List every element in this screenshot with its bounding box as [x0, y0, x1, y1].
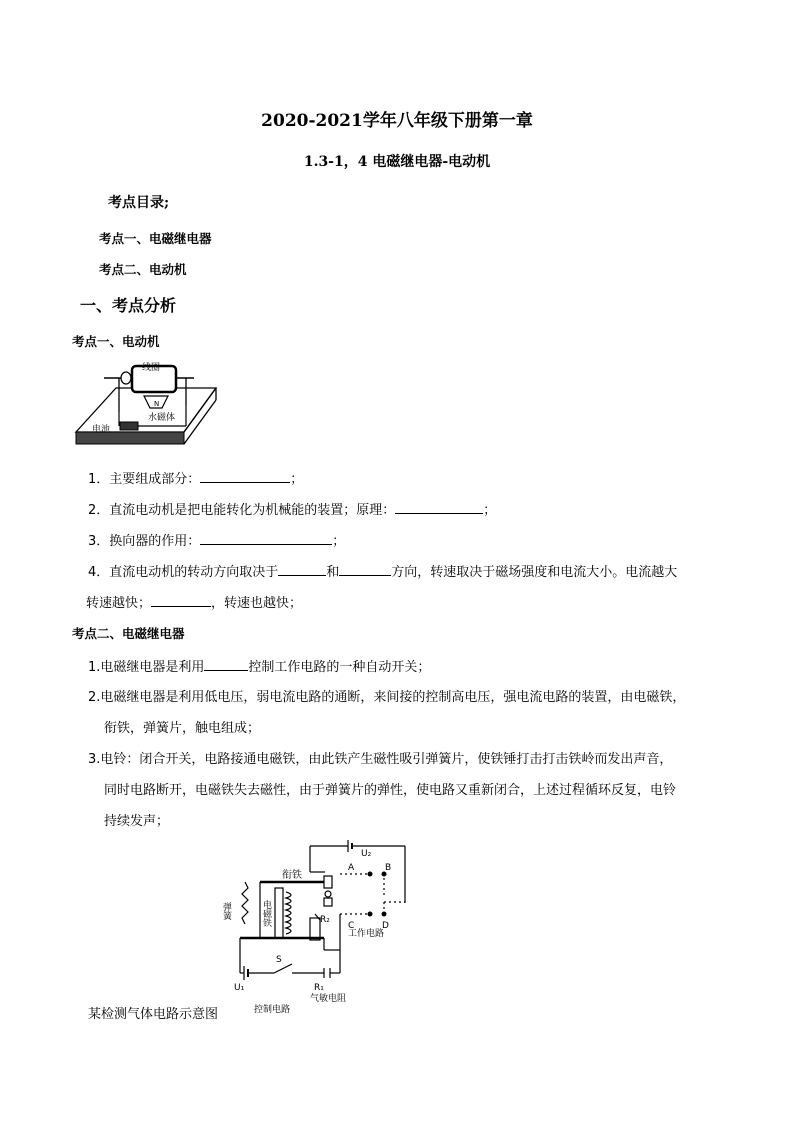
- contact-a: [368, 872, 373, 877]
- kp2-heading: 考点二、电磁继电器: [72, 626, 185, 641]
- contact-d: [382, 912, 387, 917]
- motor-label-coil: 线圈: [142, 363, 161, 373]
- label-r2: R₂: [320, 915, 330, 925]
- label-a: A: [348, 863, 355, 873]
- motor-battery: [120, 422, 138, 430]
- kp1-item-4-line2: 转速越快； ，转速也越快；: [86, 592, 302, 611]
- kp2-item-2-line2: 衔铁，弹簧片，触电组成；: [104, 721, 261, 736]
- kp1-heading: 考点一、电动机: [72, 334, 160, 349]
- motor-figure: [74, 358, 224, 448]
- label-gas-sensor: 气敏电阻: [310, 994, 347, 1004]
- motor-label-battery: 电池: [92, 425, 111, 435]
- label-switch: S: [276, 955, 282, 965]
- fill-blank[interactable]: [278, 561, 326, 576]
- label-u2: U₂: [361, 849, 372, 859]
- svg-text:N: N: [154, 400, 160, 408]
- label-d: D: [382, 921, 389, 931]
- fill-blank[interactable]: [151, 592, 211, 607]
- label-c: C: [348, 921, 355, 931]
- toc-item-2: 考点二、电动机: [99, 262, 187, 277]
- figure-caption: 某检测气体电路示意图: [88, 1007, 219, 1022]
- fill-blank[interactable]: [339, 561, 391, 576]
- contact-c: [368, 912, 373, 917]
- fill-blank[interactable]: [200, 468, 290, 483]
- relay-circuit-figure: [220, 838, 420, 1018]
- motor-label-magnet: 水磁体: [148, 413, 176, 423]
- label-work-circuit: 工作电路: [348, 929, 385, 939]
- fill-blank[interactable]: [204, 656, 248, 671]
- document-title: 2020-2021学年八年级下册第一章: [261, 111, 533, 131]
- label-control-circuit: 控制电路: [254, 1005, 291, 1015]
- label-armature: 衔铁: [282, 870, 302, 881]
- toc-item-1: 考点一、电磁继电器: [99, 231, 212, 246]
- kp2-item-2-line1: 2.电磁继电器是利用低电压，弱电流电路的通断，来间接的控制高电压，强电流电路的装置，由电磁铁，: [88, 690, 686, 705]
- label-r1: R₁: [314, 983, 324, 993]
- toc-heading: 考点目录;: [108, 195, 170, 211]
- fill-blank[interactable]: [395, 499, 483, 514]
- label-electromagnet: 电磁铁: [261, 900, 271, 927]
- kp2-item-1: 1.电磁继电器是利用 控制工作电路的一种自动开关；: [88, 656, 430, 675]
- label-b: B: [385, 863, 392, 873]
- kp1-item-3: 3．换向器的作用： ；: [88, 530, 345, 549]
- document-subtitle: 1.3-1，4 电磁继电器-电动机: [303, 154, 491, 170]
- fill-blank[interactable]: [200, 530, 332, 545]
- kp2-item-3-line1: 3.电铃：闭合开关，电路接通电磁铁，由此铁产生磁性吸引弹簧片，使铁锤打击打击铁岭而发出声音，: [88, 752, 673, 767]
- kp1-item-4-line1: 4．直流电动机的转动方向取决于 和 方向，转速取决于磁场强度和电流大小。电流越大: [88, 561, 677, 580]
- kp1-item-1: 1．主要组成部分： ；: [88, 468, 303, 487]
- motor-commutator: [121, 372, 131, 384]
- label-spring: 弹簧: [221, 902, 231, 920]
- label-u1: U₁: [234, 983, 245, 993]
- kp2-item-3-line3: 持续发声；: [104, 814, 170, 829]
- kp2-item-3-line2: 同时电路断开，电磁铁失去磁性，由于弹簧片的弹性，使电路又重新闭合，上述过程循环反复，电铃: [104, 783, 677, 798]
- kp1-item-2: 2．直流电动机是把电能转化为机械能的装置；原理： ；: [88, 499, 496, 518]
- section-heading: 一、考点分析: [80, 296, 177, 315]
